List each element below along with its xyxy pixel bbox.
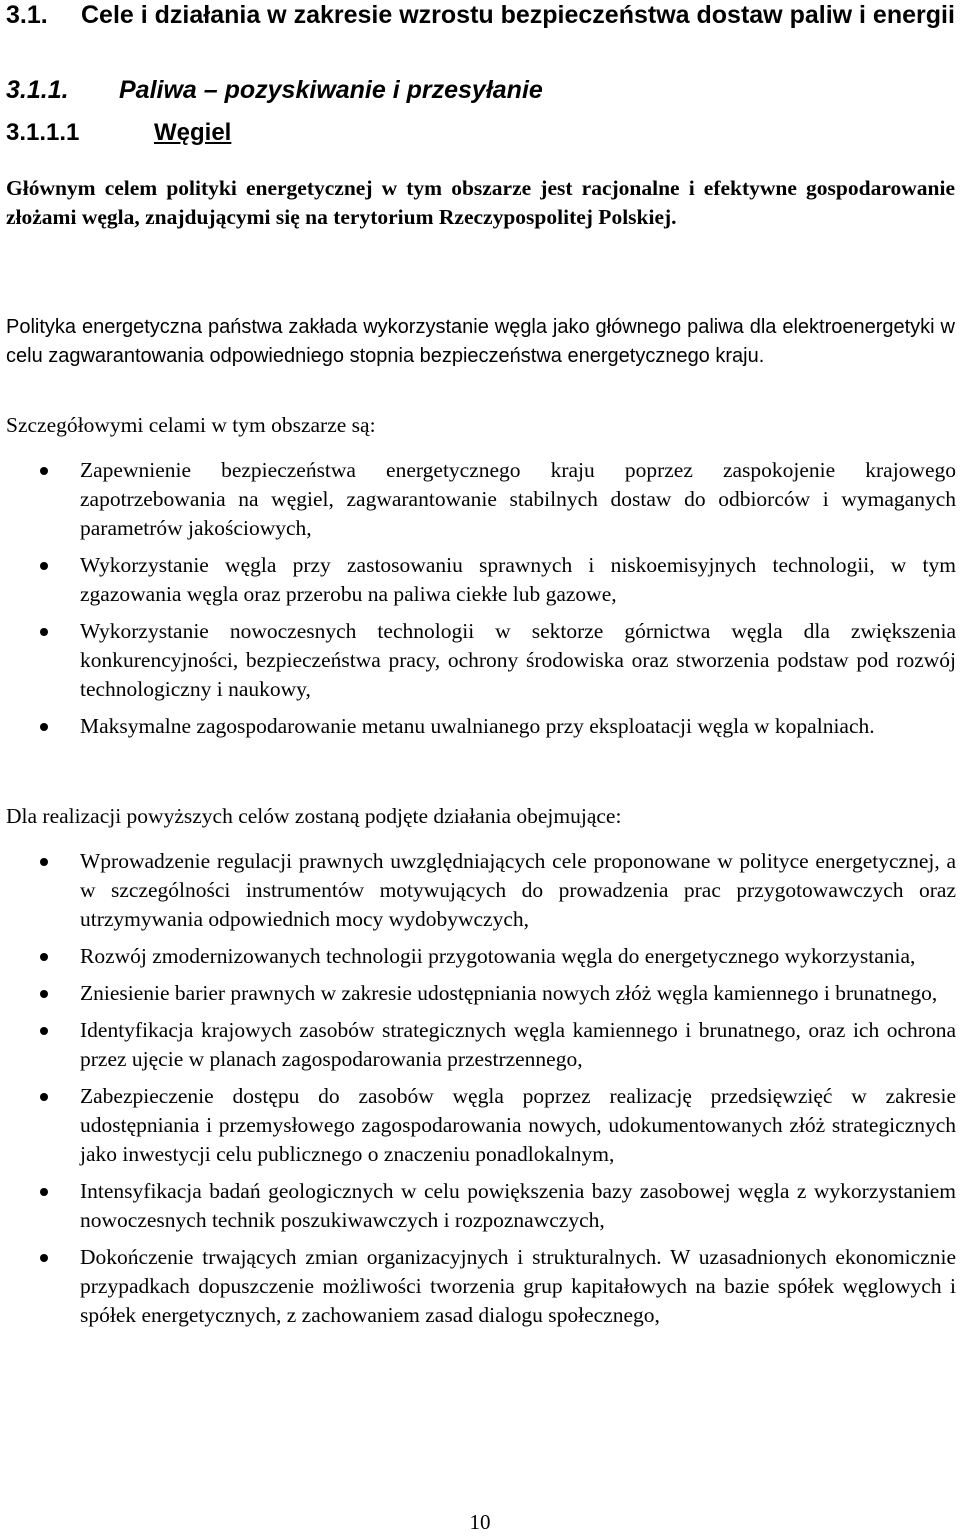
subsection-title: Paliwa – pozyskiwanie i przesyłanie — [119, 76, 543, 104]
list-item-text: Zabezpieczenie dostępu do zasobów węgla poprzez realizację przedsięwzięć w zakresie udostępniania i przemysłowego zagospodarowania nowych, udokumentowanych złóż strategicznych jako inwestycji celu publicznego o znaczeniu ponadlokalnym, — [80, 1084, 956, 1166]
section-number: 3.1. — [6, 1, 48, 29]
bullet-icon — [40, 467, 48, 475]
bullet-icon — [40, 1254, 48, 1262]
list-item-text: Intensyfikacja badań geologicznych w celu powiększenia bazy zasobowej węgla z wykorzystaniem nowoczesnych technik poszukiwawczych i rozpoznawczych, — [80, 1179, 956, 1232]
bullet-icon — [40, 562, 48, 570]
list-item-text: Wykorzystanie nowoczesnych technologii w sektorze górnictwa węgla dla zwiększenia konkurencyjności, bezpieczeństwa pracy, ochrony środowiska oraz stworzenia podstaw pod rozwój technologiczny i naukowy, — [80, 619, 956, 701]
list-item — [0, 1177, 956, 1235]
list-item-text: Dokończenie trwających zmian organizacyjnych i strukturalnych. W uzasadnionych ekonomicznie przypadkach dopuszczenie możliwości tworzenia grup kapitałowych na bazie spółek węglowych i spółek energetycznych, z zachowaniem zasad dialogu społecznego, — [80, 1245, 956, 1327]
list-item — [0, 1016, 956, 1074]
bullet-icon — [40, 858, 48, 866]
list-item — [0, 942, 956, 971]
list-item — [0, 847, 956, 934]
list-item-text: Zniesienie barier prawnych w zakresie udostępniania nowych złóż węgla kamiennego i brunatnego, — [80, 981, 938, 1005]
section-title: Cele i działania w zakresie wzrostu bezpieczeństwa dostaw paliw i energii — [81, 1, 955, 29]
list-item-text: Identyfikacja krajowych zasobów strategicznych węgla kamiennego i brunatnego, oraz ich ochrona przez ujęcie w planach zagospodarowania przestrzennego, — [80, 1018, 956, 1071]
list-item — [0, 1243, 956, 1330]
list-item — [0, 712, 956, 741]
list-item — [0, 456, 956, 543]
list-item — [0, 551, 956, 609]
actions-list — [0, 847, 956, 1338]
list-item — [0, 617, 956, 704]
bullet-icon — [40, 723, 48, 731]
bullet-icon — [40, 1093, 48, 1101]
intro-paragraph: Głównym celem polityki energetycznej w tym obszarze jest racjonalne i efektywne gospodarowanie złożami węgla, znajdującymi się na terytorium Rzeczypospolitej Polskiej. — [6, 176, 955, 229]
list-item-text: Maksymalne zagospodarowanie metanu uwalnianego przy eksploatacji węgla w kopalniach. — [80, 714, 875, 738]
list-item-text: Zapewnienie bezpieczeństwa energetycznego kraju poprzez zaspokojenie krajowego zapotrzebowania na węgiel, zagwarantowanie stabilnych dostaw do odbiorców i wymaganych parametrów jakościowych, — [80, 458, 956, 540]
goals-list — [0, 456, 956, 749]
policy-paragraph: Polityka energetyczna państwa zakłada wykorzystanie węgla jako głównego paliwa dla elektroenergetyki w celu zagwarantowania odpowiedniego stopnia bezpieczeństwa energetycznego kraju. — [6, 316, 955, 367]
list-item-text: Rozwój zmodernizowanych technologii przygotowania węgla do energetycznego wykorzystania, — [80, 944, 916, 968]
actions-intro: Dla realizacji powyższych celów zostaną podjęte działania obejmujące: — [6, 804, 622, 828]
list-item — [0, 979, 956, 1008]
bullet-icon — [40, 1188, 48, 1196]
section-heading-3-1 — [6, 0, 956, 30]
list-item — [0, 1082, 956, 1169]
bullet-icon — [40, 1027, 48, 1035]
goals-intro: Szczegółowymi celami w tym obszarze są: — [6, 413, 376, 437]
bullet-icon — [40, 990, 48, 998]
list-item-text: Wprowadzenie regulacji prawnych uwzględniających cele proponowane w polityce energetycznej, a w szczególności instrumentów motywujących do prowadzenia prac przygotowawczych oraz utrzymywania odpowiednich mocy wydobywczych, — [80, 849, 956, 931]
subsection-number: 3.1.1. — [6, 76, 69, 104]
bullet-icon — [40, 953, 48, 961]
list-item-text: Wykorzystanie węgla przy zastosowaniu sprawnych i niskoemisyjnych technologii, w tym zgazowania węgla oraz przerobu na paliwa ciekłe lub gazowe, — [80, 553, 956, 606]
bullet-icon — [40, 628, 48, 636]
subsubsection-number: 3.1.1.1 — [6, 119, 80, 146]
page-number: 10 — [469, 1510, 491, 1534]
subsubsection-title: Węgiel — [154, 119, 232, 146]
